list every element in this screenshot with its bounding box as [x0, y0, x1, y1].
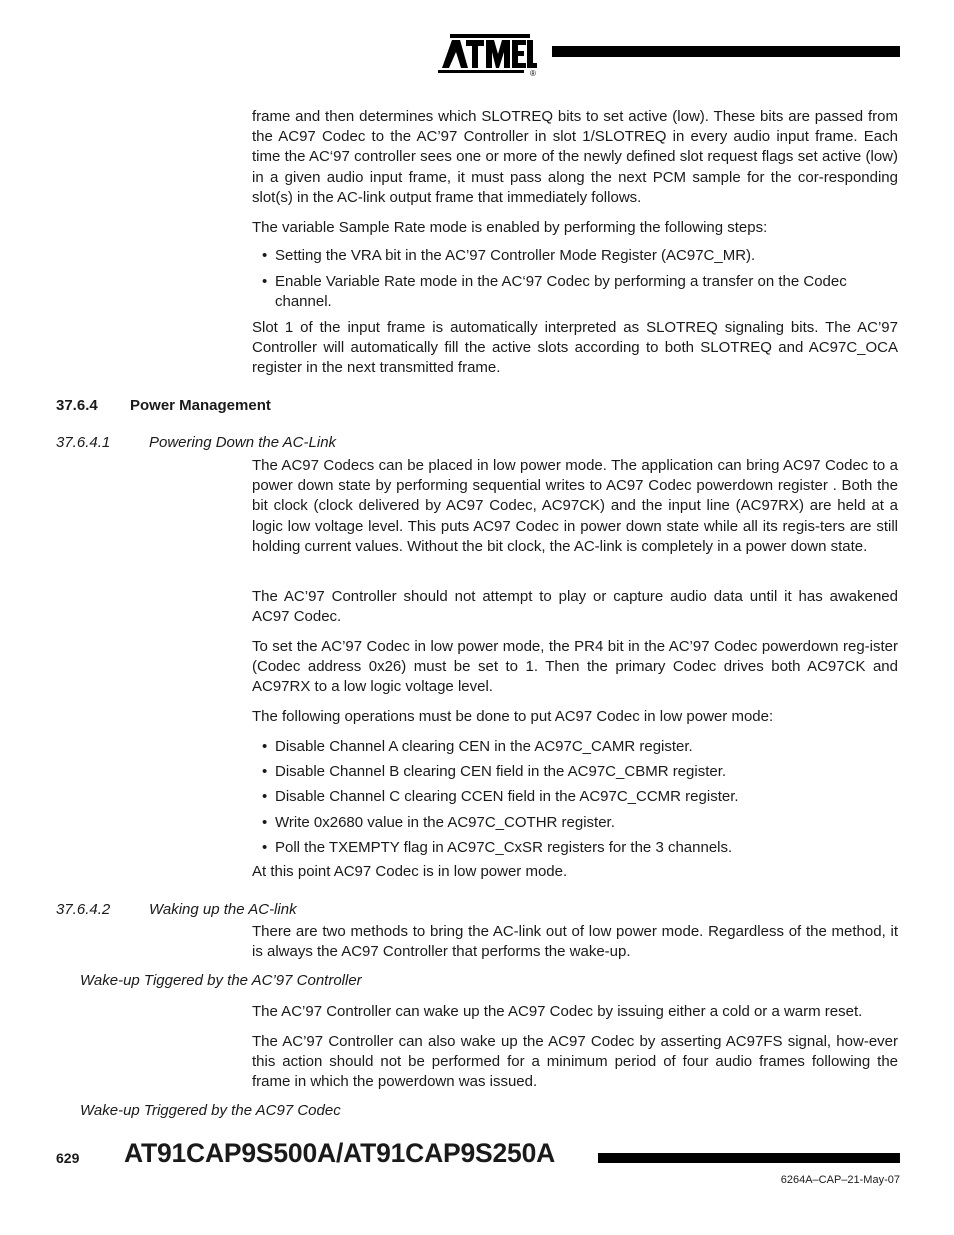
- page-number: 629: [56, 1150, 80, 1166]
- list-item: • Setting the VRA bit in the AC’97 Controller Mode Register (AC97C_MR).: [262, 246, 898, 266]
- section-title: Power Management: [130, 397, 271, 414]
- subsection-number: 37.6.4.1: [56, 434, 111, 451]
- registered-mark: ®: [530, 69, 536, 78]
- powerdown-paragraph-2: The AC’97 Controller should not attempt to play or capture audio data until it has awakened AC97 Codec.: [252, 588, 898, 626]
- list-item: • Disable Channel C clearing CCEN field in the AC97C_CCMR register.: [262, 787, 898, 807]
- document-title: AT91CAP9S500A/AT91CAP9S250A: [124, 1138, 556, 1168]
- wakeup-controller-heading: Wake-up Tiggered by the AC’97 Controller: [80, 972, 362, 989]
- intro-bullet-list: [262, 246, 898, 313]
- document-code: 6264A–CAP–21-May-07: [780, 1174, 900, 1186]
- wakeup-paragraph-1: There are two methods to bring the AC-link out of low power mode. Regardless of the method, it is always the AC97 Controller that performs the wake-up.: [252, 923, 898, 961]
- list-item: • Write 0x2680 value in the AC97C_COTHR register.: [262, 813, 898, 833]
- powerdown-paragraph-3: To set the AC’97 Codec in low power mode, the PR4 bit in the AC’97 Codec powerdown reg-ister (Codec address 0x26) must be set to 1. Then the primary Codec drives both AC97CK and AC97RX to a low logic voltage level.: [252, 638, 898, 696]
- intro-paragraph-1: frame and then determines which SLOTREQ bits to set active (low). These bits are passed from the AC97 Codec to the AC’97 Controller in slot 1/SLOTREQ in every audio input frame. Each time the AC‘97 controller sees one or more of the newly defined slot request flags set active (low) in a given audio input frame, it must pass along the next PCM sample for the cor-responding slot(s) in the AC-link output frame that immediately follows.: [252, 108, 898, 206]
- intro-paragraph-3: Slot 1 of the input frame is automatically interpreted as SLOTREQ signaling bits. The AC’97 Controller will automatically fill the active slots according to both SLOTREQ and AC97C_OCA register in the next transmitted frame.: [252, 319, 898, 377]
- wakeup-controller-paragraph-2: The AC’97 Controller can also wake up the AC97 Codec by asserting AC97FS signal, how-ever this action should not be performed for a minimum period of four audio frames following the frame in which the powerdown was issued.: [252, 1033, 898, 1091]
- subsection-title: Powering Down the AC-Link: [149, 434, 337, 451]
- section-number: 37.6.4: [56, 397, 98, 414]
- intro-paragraph-2: The variable Sample Rate mode is enabled by performing the following steps:: [252, 219, 768, 236]
- subsection-title: Waking up the AC-link: [149, 901, 297, 918]
- powerdown-paragraph-5: At this point AC97 Codec is in low power mode.: [252, 863, 568, 880]
- subsection-number: 37.6.4.2: [56, 901, 111, 918]
- list-item: • Disable Channel B clearing CEN field in the AC97C_CBMR register.: [262, 762, 898, 782]
- footer-rule: [598, 1153, 900, 1163]
- list-item: • Enable Variable Rate mode in the AC‘97 Codec by performing a transfer on the Codec channel.: [262, 272, 898, 312]
- header-rule: [552, 46, 900, 57]
- list-item: • Disable Channel A clearing CEN in the AC97C_CAMR register.: [262, 737, 898, 757]
- powerdown-paragraph-4: The following operations must be done to put AC97 Codec in low power mode:: [252, 708, 774, 725]
- powerdown-bullet-list: [262, 737, 898, 858]
- atmel-logo: [438, 28, 542, 78]
- wakeup-codec-heading: Wake-up Triggered by the AC97 Codec: [80, 1102, 341, 1119]
- powerdown-paragraph-1: The AC97 Codecs can be placed in low power mode. The application can bring AC97 Codec to a power down state by performing sequential writes to AC97 Codec powerdown register . Both the bit clock (clock delivered by AC97 Codec, AC97CK) and the input line (AC97RX) are held at a logic low voltage level. This puts AC97 Codec in power down state while all its regis-ters are still holding current values. Without the bit clock, the AC-link is completely in a power down state.: [252, 457, 898, 555]
- wakeup-controller-paragraph-1: The AC’97 Controller can wake up the AC97 Codec by issuing either a cold or a warm reset.: [252, 1003, 863, 1020]
- list-item: • Poll the TXEMPTY flag in AC97C_CxSR registers for the 3 channels.: [262, 838, 898, 858]
